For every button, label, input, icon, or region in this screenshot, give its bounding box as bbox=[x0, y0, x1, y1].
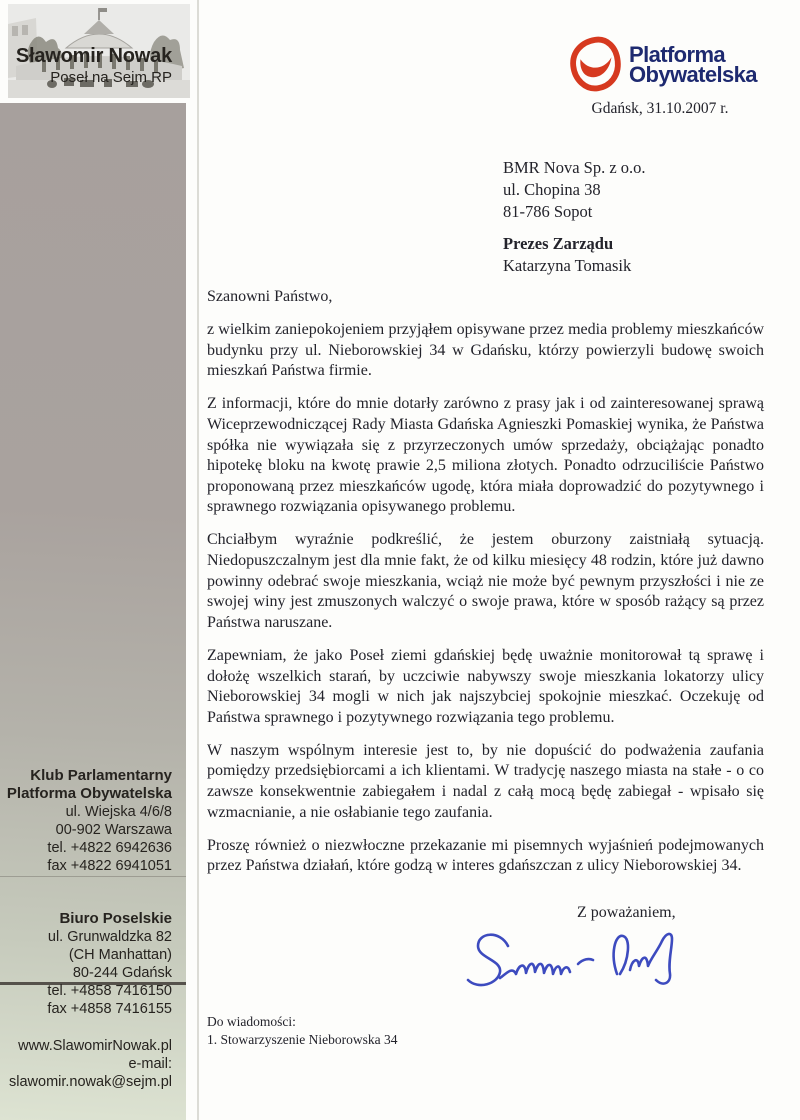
club-line: 00-902 Warszawa bbox=[55, 822, 172, 838]
recipient-person: Katarzyna Tomasik bbox=[503, 256, 632, 275]
recipient-city: 81-786 Sopot bbox=[503, 202, 593, 221]
club-line: ul. Wiejska 4/6/8 bbox=[65, 804, 172, 820]
salutation: Szanowni Państwo, bbox=[207, 288, 333, 305]
club-line: fax +4822 6941051 bbox=[47, 858, 172, 874]
contact-block bbox=[0, 1037, 172, 1091]
office-line: (CH Manhattan) bbox=[68, 947, 172, 963]
spacer bbox=[503, 223, 646, 233]
office-line: tel. +4858 7416150 bbox=[47, 983, 172, 999]
email-label: e-mail: bbox=[128, 1056, 172, 1072]
cc-item: 1. Stowarzyszenie Nieborowska 34 bbox=[207, 1031, 398, 1047]
po-party-logo-text bbox=[629, 42, 757, 87]
body-paragraph: Zapewniam, że jako Poseł ziemi gdańskiej będę uważnie monitorował tą sprawę i dołożę wszelkich starań, by uczciwie nabywszy swoje mieszkania lokatorzy ulicy Nieborowskiej 34 mogli w nich jak najszybciej spokojnie mieszkać. Oczekuję od Państwa sprawnego i pozytywnego rozwiązania tego problemu. bbox=[207, 646, 764, 726]
cc-block bbox=[207, 1013, 397, 1048]
mp-office-block bbox=[0, 910, 172, 1018]
recipient-street: ul. Chopina 38 bbox=[503, 180, 601, 199]
club-line: Klub Parlamentarny bbox=[30, 767, 172, 784]
sidebar-text-layer bbox=[0, 103, 186, 1120]
office-line: ul. Grunwaldzka 82 bbox=[47, 929, 172, 945]
recipient-block bbox=[503, 157, 646, 277]
po-party-logo-icon bbox=[566, 35, 624, 95]
body-paragraph: Z informacji, które do mnie dotarły zarówno z prasy jak i od zainteresowanej sprawą Wiceprzewodniczącej Rady Miasta Gdańska Agnieszki Pomaskiej wynika, że Państwa spółka nie wywiązała się z przyrzeczonych umów sprzedaży, obciążając ponadto hipotekę bloku na kwotę prawie 2,5 miliona złotych. Ponadto odrzuciliście Państwo proponowaną przez mieszkańców ugodę, która miała doprowadzić do pozytywnego i sprawnego rozwiązania opisywanego problemu. bbox=[207, 395, 764, 516]
closing-phrase: Z poważaniem, bbox=[577, 904, 676, 921]
recipient-company: BMR Nova Sp. z o.o. bbox=[503, 158, 646, 177]
body-paragraph: Chciałbym wyraźnie podkreślić, że jestem oburzony zaistniałą sytuacją. Niedopuszczalnym jest dla mnie fakt, że od kilku miesięcy 48 rodzin, które już dawno powinny odebrać swoje mieszkania, wciąż nie może być pewnym przyszłości i nie ze swojej winy jest zmuszonych walczyć o swoje prawa, które w sposób rażący są przez Państwa naruszane. bbox=[207, 531, 764, 631]
signature-handwriting bbox=[462, 922, 747, 1012]
parliament-club-block bbox=[0, 767, 172, 875]
office-line: fax +4858 7416155 bbox=[47, 1001, 172, 1017]
cc-label: Do wiadomości: bbox=[207, 1014, 296, 1029]
office-line: 80-244 Gdańsk bbox=[72, 965, 172, 981]
body-paragraph: W naszym wspólnym interesie jest to, by nie dopuścić do podważenia zaufania pomiędzy przedsiębiorcami a ich klientami. W tradycję naszego miasta na stałe - o co zawsze konsekwentnie zabiegałem i nadal z całą mocą będę zabiegał - wpisało się wzmacnianie, a nie osłabianie tego zaufania. bbox=[207, 741, 764, 821]
sender-title: Poseł na Sejm RP bbox=[50, 69, 172, 86]
sender-name: Sławomir Nowak bbox=[15, 45, 172, 67]
logo-line1: Platforma bbox=[629, 42, 726, 67]
recipient-role: Prezes Zarządu bbox=[503, 234, 614, 253]
letter-date: Gdańsk, 31.10.2007 r. bbox=[591, 100, 729, 117]
letter-body bbox=[207, 287, 764, 889]
logo-line2: Obywatelska bbox=[629, 61, 757, 87]
page-fold-line bbox=[197, 0, 199, 1120]
club-line: Platforma Obywatelska bbox=[6, 785, 172, 802]
club-line: tel. +4822 6942636 bbox=[47, 840, 172, 856]
office-line: Biuro Poselskie bbox=[59, 910, 172, 927]
website-url: www.SlawomirNowak.pl bbox=[18, 1038, 172, 1054]
body-paragraph: z wielkim zaniepokojeniem przyjąłem opisywane przez media problemy mieszkańców budynku przy ul. Nieborowskiej 34 w Gdańsku, którzy powierzyli budowę swoich mieszkań Państwa firmie. bbox=[207, 321, 764, 380]
email-address: slawomir.nowak@sejm.pl bbox=[9, 1074, 172, 1090]
body-paragraph: Proszę również o niezwłoczne przekazanie mi pisemnych wyjaśnień podejmowanych przez Państwa działań, które godzą w interes gdańszczan z ulicy Nieborowskiej 34. bbox=[207, 836, 764, 875]
